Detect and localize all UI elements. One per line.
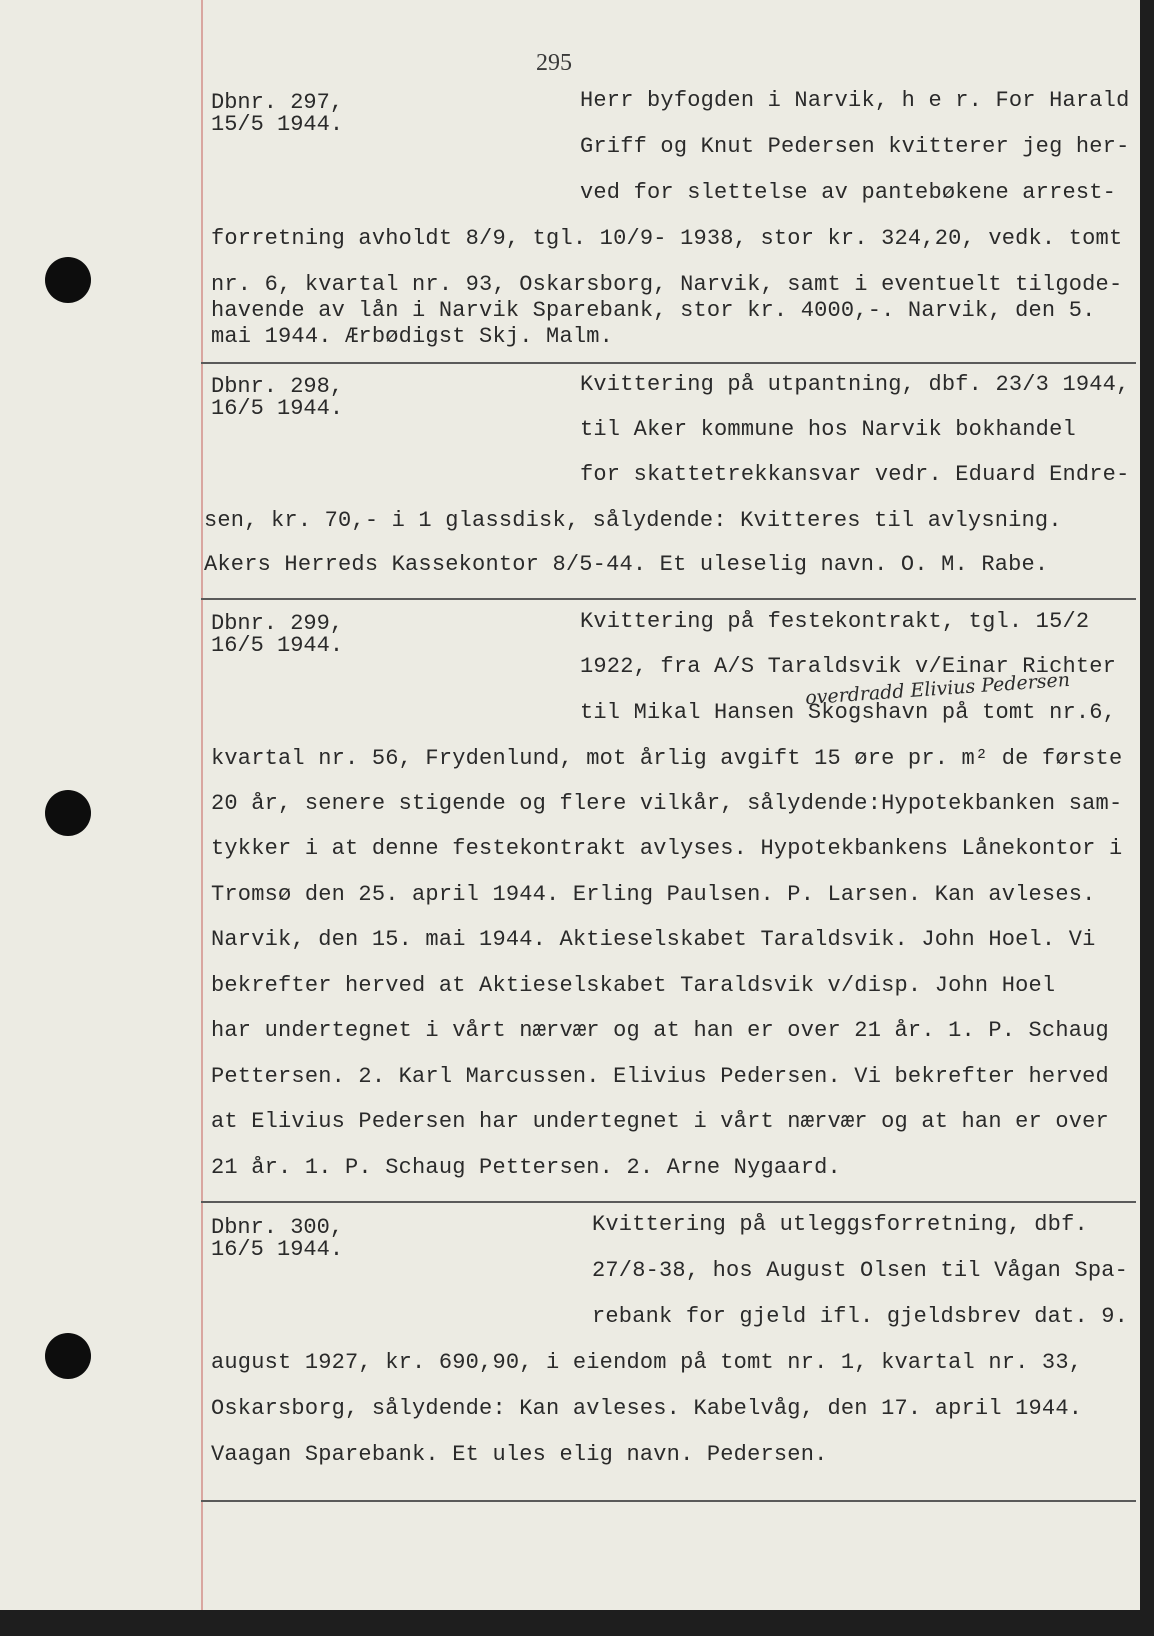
entry-text-line: mai 1944. Ærbødigst Skj. Malm. (211, 324, 614, 349)
entry-text-line: kvartal nr. 56, Frydenlund, mot årlig avgift 15 øre pr. m² de første (211, 746, 1123, 771)
entry-text-line: til Aker kommune hos Narvik bokhandel (580, 417, 1076, 442)
entry-text-line: Tromsø den 25. april 1944. Erling Paulsen. P. Larsen. Kan avleses. (211, 882, 1096, 907)
entry-text-line: for skattetrekkansvar vedr. Eduard Endre- (580, 462, 1130, 487)
entry-separator (201, 598, 1136, 600)
entry-text-line: Vaagan Sparebank. Et ules elig navn. Pedersen. (211, 1442, 828, 1467)
entry-separator (201, 362, 1136, 364)
entry-text-line: Kvittering på utpantning, dbf. 23/3 1944, (580, 372, 1130, 397)
entry-ref-date: 16/5 1944. (211, 396, 344, 421)
entry-text-line: Kvittering på festekontrakt, tgl. 15/2 (580, 609, 1090, 634)
entry-text-line: Griff og Knut Pedersen kvitterer jeg her- (580, 134, 1130, 159)
entry-text-line: Akers Herreds Kassekontor 8/5-44. Et uleselig navn. O. M. Rabe. (204, 552, 1049, 577)
punch-hole (45, 257, 91, 303)
entry-ref-date: 16/5 1944. (211, 633, 344, 658)
entry-text-line: 21 år. 1. P. Schaug Pettersen. 2. Arne Nygaard. (211, 1155, 841, 1180)
entry-separator (201, 1500, 1136, 1502)
entry-text-line: august 1927, kr. 690,90, i eiendom på tomt nr. 1, kvartal nr. 33, (211, 1350, 1083, 1375)
entry-text-line: nr. 6, kvartal nr. 93, Oskarsborg, Narvik, samt i eventuelt tilgode- (211, 272, 1123, 297)
page-number: 295 (536, 50, 572, 76)
entry-text-line: at Elivius Pedersen har undertegnet i vårt nærvær og at han er over (211, 1109, 1109, 1134)
punch-hole (45, 1333, 91, 1379)
entry-ref-date: 15/5 1944. (211, 112, 344, 137)
entry-text-line: Herr byfogden i Narvik, h e r. For Harald (580, 88, 1130, 113)
margin-rule (201, 0, 203, 1610)
entry-text-line: havende av lån i Narvik Sparebank, stor kr. 4000,-. Narvik, den 5. (211, 298, 1096, 323)
entry-text-line: sen, kr. 70,- i 1 glassdisk, sålydende: Kvitteres til avlysning. (204, 508, 1062, 533)
entry-separator (201, 1201, 1136, 1203)
handwritten-note: overdradd Elivius Pedersen (804, 668, 1071, 710)
entry-ref-date: 16/5 1944. (211, 1237, 344, 1262)
entry-text-line: ved for slettelse av pantebøkene arrest- (580, 180, 1117, 205)
entry-text-line: til Mikal Hansen Skogshavn på tomt nr.6, (580, 700, 1117, 725)
entry-text-line: bekrefter herved at Aktieselskabet Taraldsvik v/disp. John Hoel (211, 973, 1056, 998)
entry-text-line: Narvik, den 15. mai 1944. Aktieselskabet Taraldsvik. John Hoel. Vi (211, 927, 1096, 952)
entry-ref-number: Dbnr. 298, (211, 374, 344, 399)
entry-text-line: rebank for gjeld ifl. gjeldsbrev dat. 9. (592, 1304, 1129, 1329)
entry-text-line: Pettersen. 2. Karl Marcussen. Elivius Pedersen. Vi bekrefter herved (211, 1064, 1109, 1089)
entry-ref-number: Dbnr. 300, (211, 1215, 344, 1240)
entry-ref-number: Dbnr. 297, (211, 90, 344, 115)
entry-text-line: Kvittering på utleggsforretning, dbf. (592, 1212, 1088, 1237)
entry-text-line: forretning avholdt 8/9, tgl. 10/9- 1938, stor kr. 324,20, vedk. tomt (211, 226, 1123, 251)
entry-text-line: 27/8-38, hos August Olsen til Vågan Spa- (592, 1258, 1129, 1283)
entry-text-line: har undertegnet i vårt nærvær og at han er over 21 år. 1. P. Schaug (211, 1018, 1109, 1043)
entry-text-line: 1922, fra A/S Taraldsvik v/Einar Richter (580, 654, 1117, 679)
entry-text-line: 20 år, senere stigende og flere vilkår, sålydende:Hypotekbanken sam- (211, 791, 1123, 816)
punch-hole (45, 790, 91, 836)
entry-ref-number: Dbnr. 299, (211, 611, 344, 636)
entry-text-line: Oskarsborg, sålydende: Kan avleses. Kabelvåg, den 17. april 1944. (211, 1396, 1083, 1421)
entry-text-line: tykker i at denne festekontrakt avlyses. Hypotekbankens Lånekontor i (211, 836, 1123, 861)
